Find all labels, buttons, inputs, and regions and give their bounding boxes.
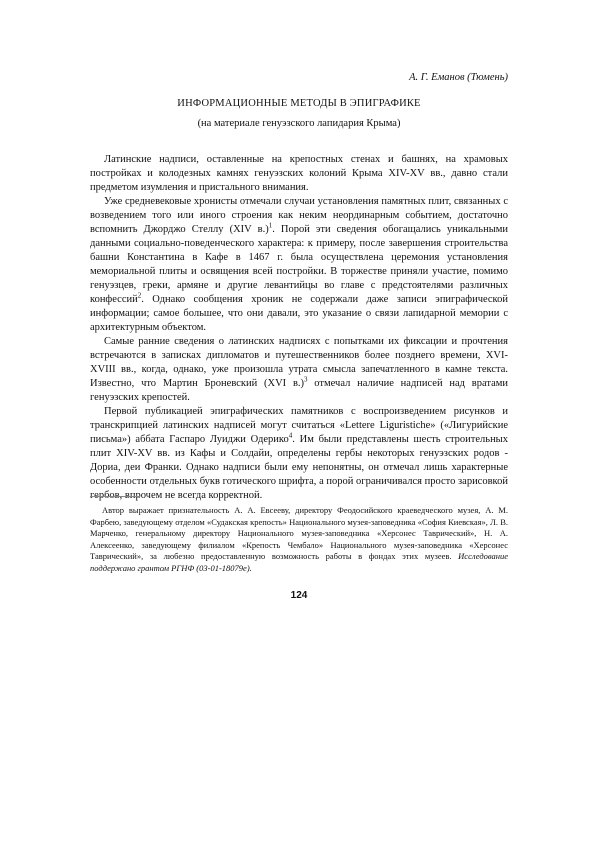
paragraph-text: Самые ранние сведения о латинских надписях с попытками их фиксации и прочтения встречаются в записках дипломатов и путешественников более позднего времени, XVI-XVIII вв., когда, однако, уже произошла утрата смысла запечатленного в камне текста. Известно, что Мартин Броневский (XVI в.) [90, 336, 508, 389]
paragraph-text: . Однако сообщения хроник не содержали даже записи эпиграфической информации; самое большее, что они давали, это указание о связи лапидарной мемории с архитектурным объектом. [90, 294, 508, 333]
footnote-ref-3[interactable]: 3 [304, 375, 308, 384]
paragraph-text: . Порой эти сведения обогащались уникальными данными социально-поведенческого характера: к примеру, после завершения строительства башни Константина в Кафе в 1467 г. была осуществлена церемония установления мемориальной плиты и освящения всей постройки. В торжестве приняли участие, помимо генуэзцев, греки, армяне и другие левантийцы во главе с предстоятелями различных конфессий [90, 224, 509, 305]
paragraph-text: Первой публикацией эпиграфических памятников с воспроизведением рисунков и транскрипцией латинских надписей могут считаться «Lettere Liguristiche» («Лигурийские письма») аббата Гаспаро Луиджи Одерико [90, 406, 508, 445]
footnote-text: Автор выражает признательность А. А. Евсееву, директору Феодосийского краеведческого музея, А. М. Фарбею, заведующему отделом «Судакская крепость» Национального музея-заповедника «София Киевская», Л. В. Марченко, генеральному директору Национального музея-заповедника «Херсонес Таврический», Н. А. Алексеенко, заведующему филиалом «Крепость Чембало» Национального музея-заповедника «Херсонес Таврический», за любезно предоставленную возможность работы в фондах этих музеев. [90, 505, 508, 561]
paragraph-3 [90, 335, 508, 405]
paragraph-2 [90, 195, 508, 335]
grant-note: Исследование поддержано грантом РГНФ (03-01-18079е). [90, 551, 508, 573]
paragraph-text: отмечал наличие надписей над вратами генуэзских крепостей. [90, 378, 508, 403]
footnote-ref-1[interactable]: 1 [268, 221, 273, 230]
paragraph-1 [90, 153, 508, 195]
footnote-ref-4[interactable]: 4 [288, 431, 293, 440]
page-number: 124 [290, 590, 308, 601]
paragraph-text: . Им были представлены шесть строительных плит XIV-XV вв. из Кафы и Солдайи, определены гербы некоторых генуэзских родов - Дориа, деи Франки. Однако надписи были ему непонятны, он отмечал лишь характерные особенности отдельных букв готического шрифта, а порой ограничивался просто зарисовкой гербов, впрочем не всегда корректной. [90, 434, 508, 501]
article-title: ИНФОРМАЦИОННЫЕ МЕТОДЫ В ЭПИГРАФИКЕ [177, 98, 421, 109]
paragraph-text: Уже средневековые хронисты отмечали случаи установления памятных плит, связанных с возведением того или иного строения как неким неординарным событием, достаточно вспомнить Джорджо Стеллу (XIV в.) [90, 196, 508, 235]
footnote-ref-2[interactable]: 2 [137, 291, 142, 300]
footnote-divider [90, 496, 140, 497]
footnote [90, 505, 508, 574]
author-line: А. Г. Еманов (Тюмень) [409, 72, 508, 83]
paragraph-text: Латинские надписи, оставленные на крепостных стенах и башнях, на храмовых постройках и колодезных камнях генуэзских колоний Крыма XIV-XV вв., давно стали предметом изумления и пристального внимания. [90, 154, 508, 193]
article-body [90, 153, 508, 503]
article-subtitle: (на материале генуэзского лапидария Крыма) [197, 118, 401, 129]
paragraph-4 [90, 405, 508, 503]
